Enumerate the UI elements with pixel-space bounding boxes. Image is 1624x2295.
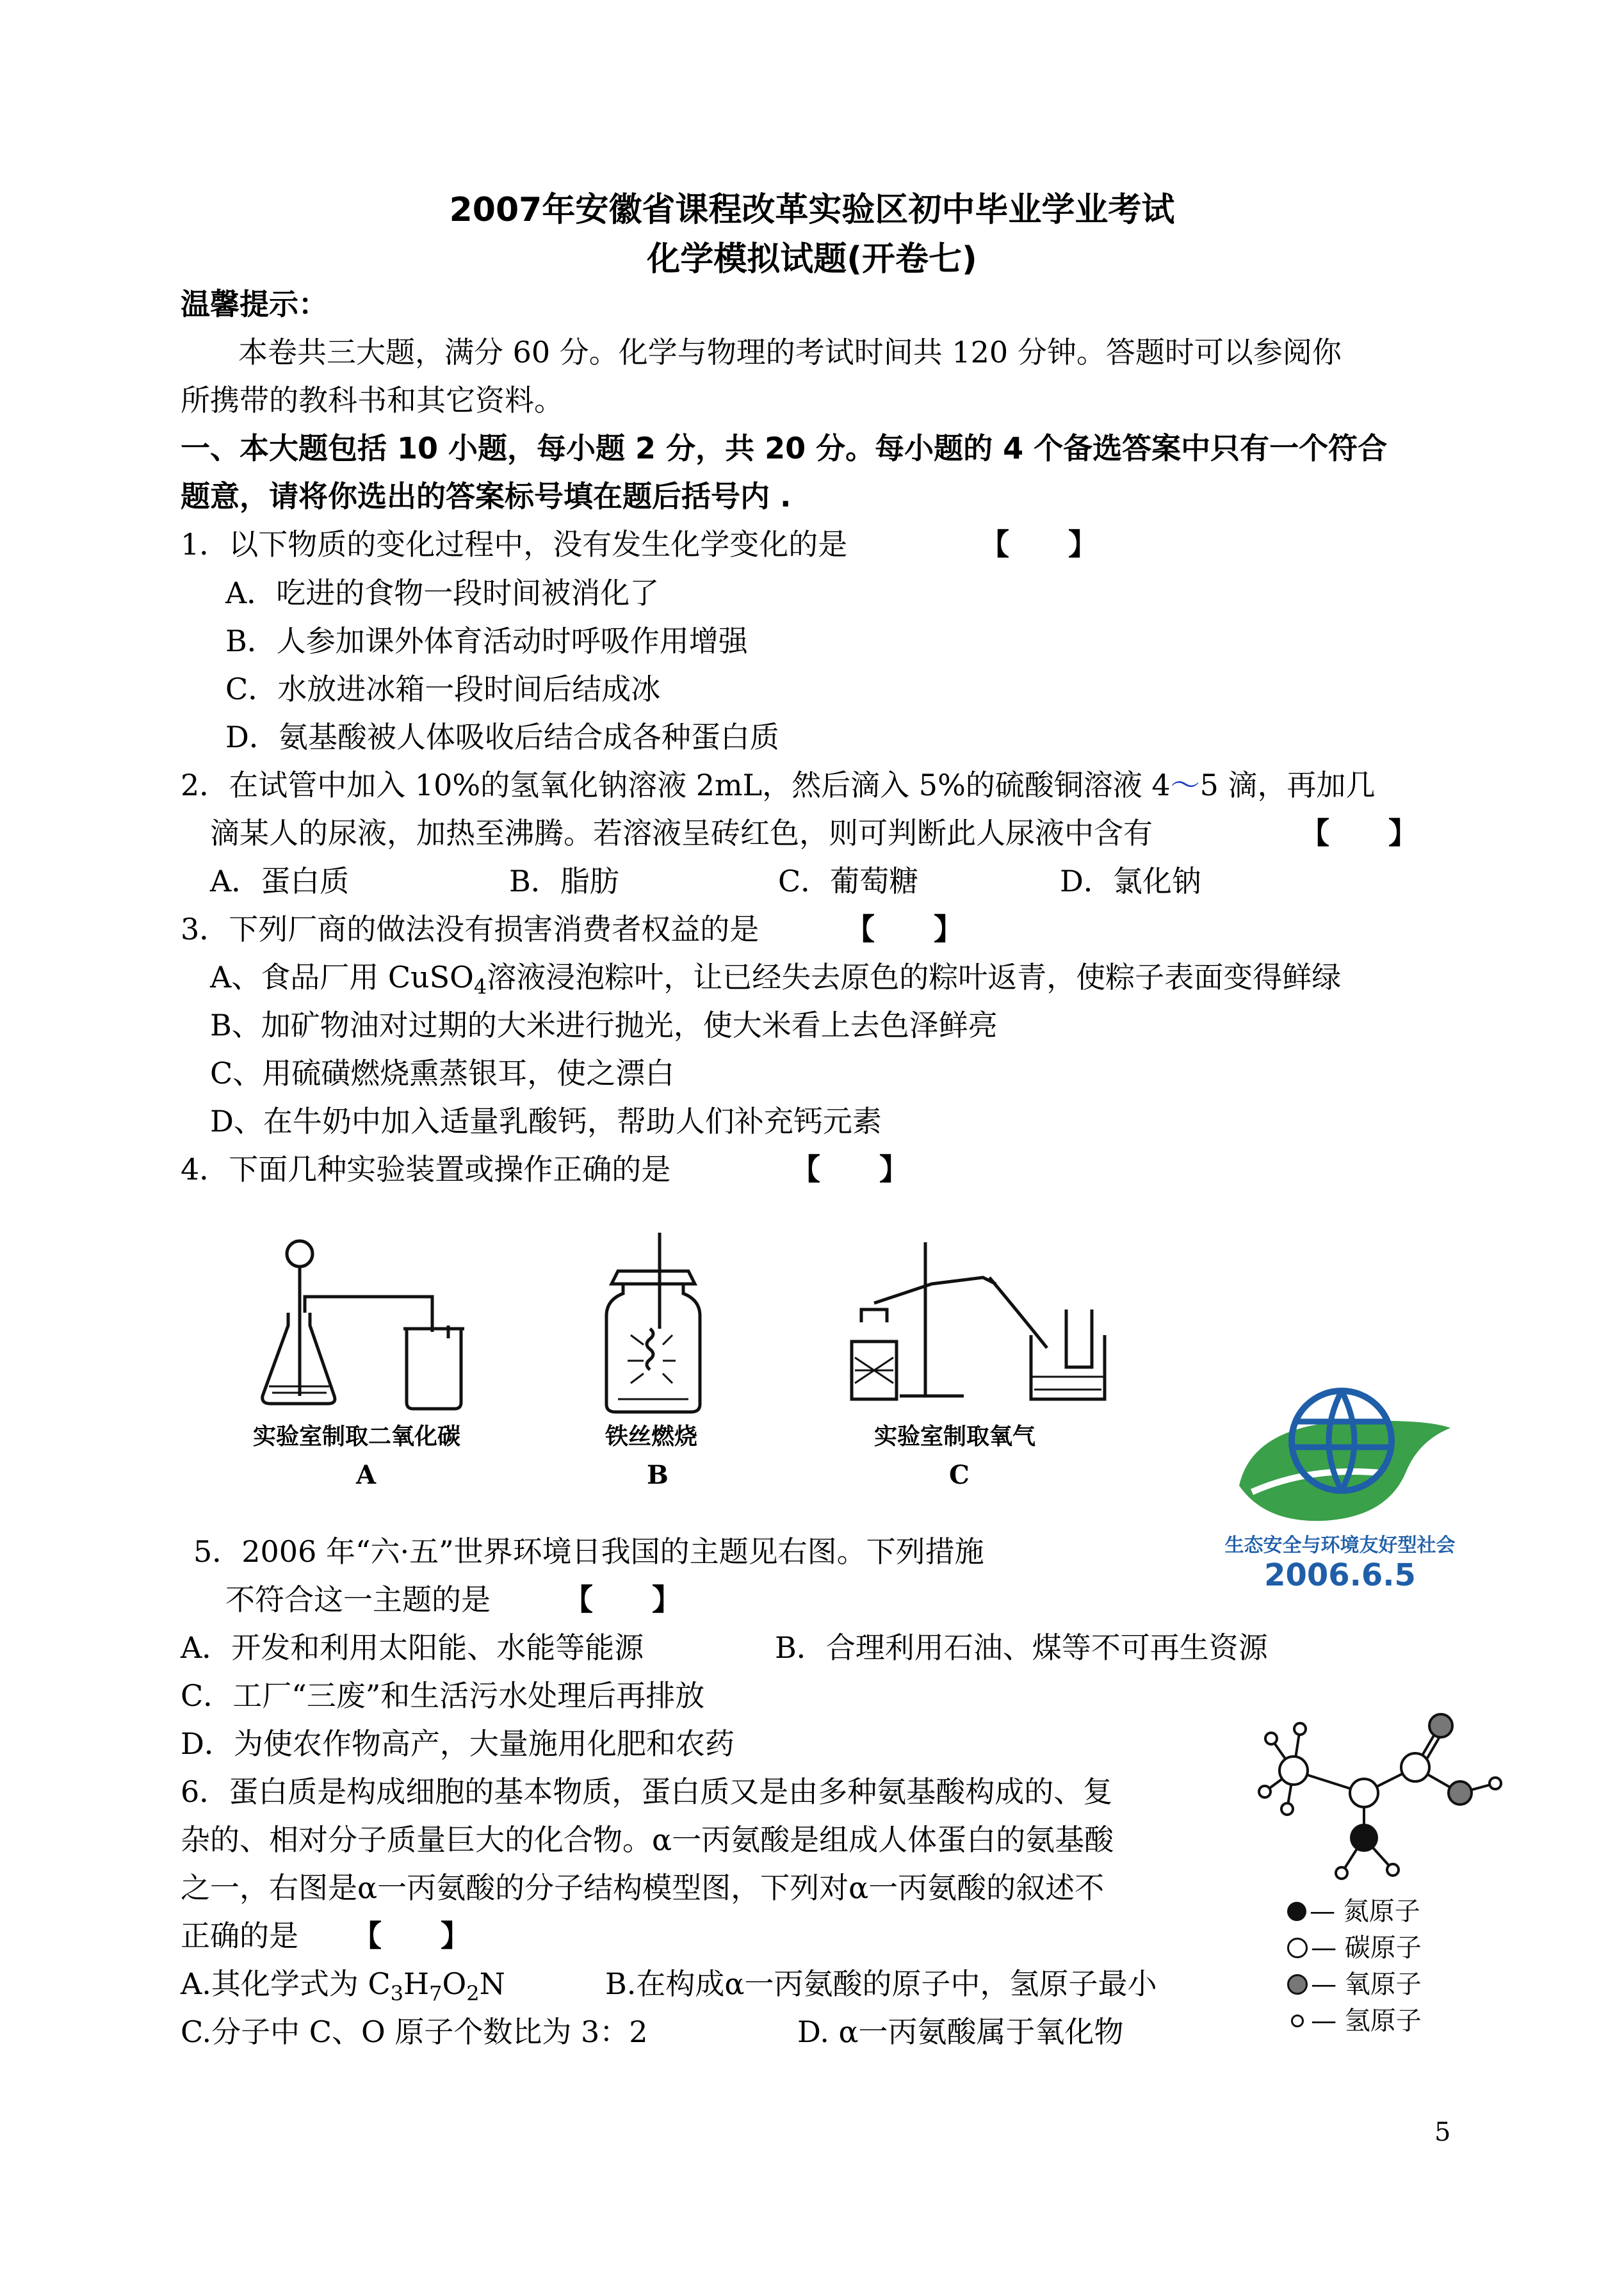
apparatus-b-caption: 铁丝燃烧 xyxy=(605,1423,698,1450)
q2-option-b: B．脂肪 xyxy=(509,864,619,898)
q6-option-a-sub1: 3 xyxy=(390,1981,404,2006)
q2-line2: 滴某人的尿液，加热至沸腾。若溶液呈砖红色，则可判断此人尿液中含有 xyxy=(210,816,1153,850)
q3-option-b: B、加矿物油对过期的大米进行抛光，使大米看上去色泽鲜亮 xyxy=(210,1008,998,1042)
legend-oxygen-label: — 氧原子 xyxy=(1311,1970,1422,1999)
legend-oxygen xyxy=(1287,1972,1422,1997)
q3-stem: 3．下列厂商的做法没有损害消费者权益的是 xyxy=(181,912,759,946)
q1-option-a: A．吃进的食物一段时间被消化了 xyxy=(225,576,660,610)
q5-option-d: D．为使农作物高产，大量施用化肥和农药 xyxy=(181,1726,735,1761)
q6-line4: 正确的是 xyxy=(181,1918,298,1953)
q3-option-a xyxy=(210,962,1341,997)
q3-option-d: D、在牛奶中加入适量乳酸钙，帮助人们补充钙元素 xyxy=(210,1104,882,1139)
q6-option-d: D. α一丙氨酸属于氧化物 xyxy=(797,2015,1124,2049)
exam-title-line1: 2007年安徽省课程改革实验区初中毕业学业考试 xyxy=(449,191,1175,229)
page-number: 5 xyxy=(1434,2118,1451,2147)
nitrogen-atom-icon xyxy=(1287,1902,1306,1921)
apparatus-a-image xyxy=(256,1236,487,1428)
globe-leaf-icon xyxy=(1214,1377,1466,1530)
q6-option-a-mid2: O xyxy=(442,1967,467,2001)
q2-line1-part1: 2．在试管中加入 10%的氢氧化钠溶液 2mL，然后滴入 5%的硫酸铜溶液 4 xyxy=(181,768,1171,802)
q5-option-a: A．开发和利用太阳能、水能等能源 xyxy=(181,1630,644,1665)
q6-option-c: C.分子中 C、O 原子个数比为 3：2 xyxy=(181,2015,648,2049)
q4-answer-bracket: 【 】 xyxy=(791,1152,909,1187)
section1-line1: 一、本大题包括 10 小题，每小题 2 分，共 20 分。每小题的 4 个备选答案中只有一个符合 xyxy=(181,431,1388,466)
legend-carbon-label: — 碳原子 xyxy=(1311,1933,1422,1963)
q6-option-a-sub3: 2 xyxy=(466,1981,480,2006)
notice-line1: 本卷共三大题，满分 60 分。化学与物理的考试时间共 120 分钟。答题时可以参阅你 xyxy=(238,335,1342,369)
apparatus-a-letter: A xyxy=(356,1460,377,1490)
q6-answer-bracket: 【 】 xyxy=(352,1918,470,1953)
apparatus-c-caption: 实验室制取氧气 xyxy=(874,1423,1036,1450)
q5-option-b: B．合理利用石油、煤等不可再生资源 xyxy=(775,1630,1268,1665)
q5-option-c: C．工厂“三废”和生活污水处理后再排放 xyxy=(181,1678,705,1713)
q1-stem: 1．以下物质的变化过程中，没有发生化学变化的是 xyxy=(181,527,848,562)
carbon-atom-icon xyxy=(1287,1938,1308,1958)
section1-line2: 题意，请将你选出的答案标号填在题后括号内 . xyxy=(181,479,792,514)
q3-option-a-post: 溶液浸泡粽叶，让已经失去原色的粽叶返青，使粽子表面变得鲜绿 xyxy=(487,960,1342,994)
q6-option-a-mid1: H xyxy=(403,1967,430,2001)
oxygen-atom-icon xyxy=(1287,1974,1308,1995)
q3-answer-bracket: 【 】 xyxy=(845,912,963,946)
q2-line1-part2: 5 滴，再加几 xyxy=(1199,768,1376,802)
legend-nitrogen-label: — 氮原子 xyxy=(1310,1897,1420,1926)
apparatus-c-letter: C xyxy=(949,1460,970,1490)
q3-option-c: C、用硫磺燃烧熏蒸银耳，使之漂白 xyxy=(210,1056,675,1091)
q2-option-c: C．葡萄糖 xyxy=(778,864,919,898)
legend-hydrogen xyxy=(1291,2008,1422,2034)
exam-title-line2: 化学模拟试题(开卷七) xyxy=(647,240,977,279)
notice-line2: 所携带的教科书和其它资料。 xyxy=(181,383,564,418)
q5-line1: 5．2006 年“六·五”世界环境日我国的主题见右图。下列措施 xyxy=(193,1534,984,1569)
apparatus-b-image xyxy=(599,1233,708,1425)
legend-carbon xyxy=(1287,1935,1422,1961)
q2-option-a: A．蛋白质 xyxy=(210,864,350,898)
q6-line1: 6．蛋白质是构成细胞的基本物质，蛋白质又是由多种氨基酸构成的、复 xyxy=(181,1774,1113,1809)
q3-option-a-subscript: 4 xyxy=(473,975,487,999)
q6-option-b: B.在构成α一丙氨酸的原子中，氢原子最小 xyxy=(605,1967,1157,2001)
environment-day-logo xyxy=(1214,1377,1466,1598)
apparatus-a-caption: 实验室制取二氧化碳 xyxy=(253,1423,461,1450)
hydrogen-atom-icon xyxy=(1291,2015,1304,2027)
q2-answer-bracket: 【 】 xyxy=(1300,816,1418,850)
q5-answer-bracket: 【 】 xyxy=(564,1582,681,1617)
apparatus-c-image xyxy=(836,1239,1111,1412)
q2-tilde: ～ xyxy=(1170,768,1200,802)
q6-line2: 杂的、相对分子质量巨大的化合物。α一丙氨酸是组成人体蛋白的氨基酸 xyxy=(181,1822,1114,1857)
q6-option-a-pre: A.其化学式为 C xyxy=(181,1967,391,2001)
q5-line2: 不符合这一主题的是 xyxy=(225,1582,491,1617)
q1-option-c: C．水放进冰箱一段时间后结成冰 xyxy=(225,672,661,706)
q6-option-a-post: N xyxy=(479,1967,505,2001)
q2-option-d: D．氯化钠 xyxy=(1060,864,1201,898)
notice-label: 温馨提示： xyxy=(181,287,328,321)
apparatus-b-letter: B xyxy=(647,1460,669,1490)
q1-option-b: B．人参加课外体育活动时呼吸作用增强 xyxy=(225,624,748,658)
q4-stem: 4．下面几种实验装置或操作正确的是 xyxy=(181,1152,671,1187)
q1-answer-bracket: 【 】 xyxy=(980,527,1098,562)
q6-option-a xyxy=(181,1969,505,2004)
q6-option-a-sub2: 7 xyxy=(429,1981,443,2006)
q1-option-d: D．氨基酸被人体吸收后结合成各种蛋白质 xyxy=(225,720,779,754)
logo-date-text: 2006.6.5 xyxy=(1264,1557,1416,1593)
q2-line1 xyxy=(181,770,1376,800)
q3-option-a-pre: A、食品厂用 CuSO xyxy=(210,960,474,994)
legend-nitrogen xyxy=(1287,1899,1420,1924)
q6-line3: 之一，右图是α一丙氨酸的分子结构模型图，下列对α一丙氨酸的叙述不 xyxy=(181,1870,1105,1905)
logo-theme-text: 生态安全与环境友好型社会 xyxy=(1224,1534,1456,1557)
alanine-molecule-model xyxy=(1239,1697,1521,1895)
legend-hydrogen-label: — 氢原子 xyxy=(1311,2006,1422,2036)
